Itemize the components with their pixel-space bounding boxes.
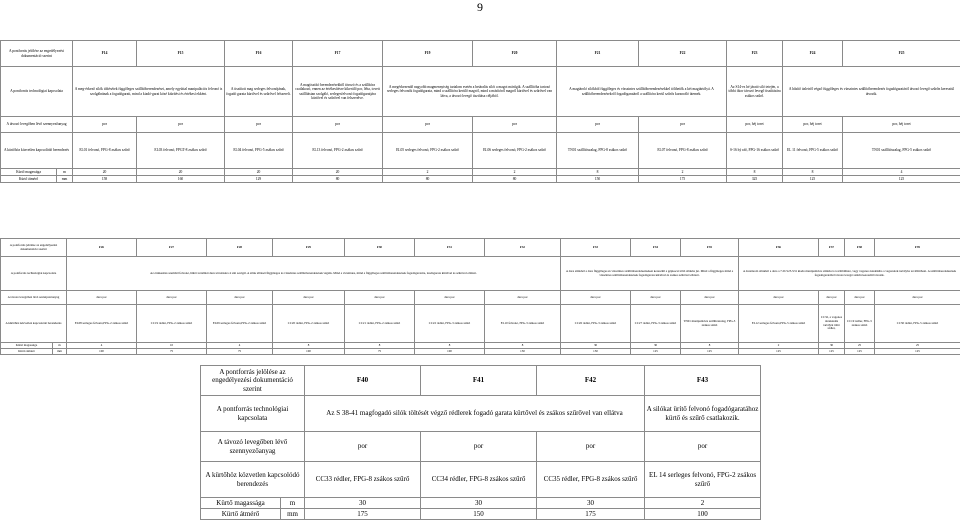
row-label-equipment: A kürtőhöz közvetlen kapcsolódó berendezés: [1, 133, 73, 169]
source-id: F30: [345, 239, 415, 257]
source-id: F19: [383, 41, 473, 67]
pollutant: por: [383, 117, 473, 133]
height-value: 30: [561, 343, 631, 349]
diameter-value: 150: [557, 176, 639, 183]
equipment: EL01 felvonó, FPG-8 zsákos szűrő: [73, 133, 137, 169]
height-value: 8: [727, 169, 783, 176]
source-id: F35: [681, 239, 739, 257]
equipment: TN01 manipulációs szállítószalag, FPG-5 zsákos szűrő: [681, 305, 739, 343]
pollutant: por: [293, 117, 383, 133]
source-id: F20: [473, 41, 557, 67]
row-diameter: [201, 509, 761, 520]
diameter-value: 100: [273, 349, 345, 355]
equipment: CC32, a vagonos darakiadás tartályát töltő rédler,: [819, 305, 845, 343]
height-value: 4: [67, 343, 137, 349]
row-pollutant: [1, 117, 960, 133]
diameter-value: 125: [739, 349, 819, 355]
row-label-height: Kürtő magassága: [1, 169, 57, 176]
height-value: 8: [557, 169, 639, 176]
tech-description: A dara silókból a dara függőleges és vízszintes szállítóberendezéseken keresztül a gépkocsi töltő silókba jut. Mind a függőleges mind a vízszintes szállítóberendezések fogadógarata kürtővel és zsákos szűrővel ellátott.: [561, 257, 739, 291]
diameter-value: 150: [421, 509, 537, 520]
equipment: CC19 rédler, FPG-5 zsákos szűrő: [845, 305, 875, 343]
source-id: F26: [67, 239, 137, 257]
diameter-value: 125: [819, 349, 845, 355]
height-value: 25: [875, 343, 960, 349]
unit: mm: [53, 349, 67, 355]
pollutant: por: [557, 117, 639, 133]
row-label-source: A pontforrás jelölése az engedélyezési dokumentáció szerint: [1, 41, 73, 67]
equipment: CC35 rédler, FPG-8 zsákos szűrő: [537, 462, 645, 498]
row-height: [201, 498, 761, 509]
pollutant: dara por: [561, 291, 631, 305]
diameter-value: 125: [845, 349, 875, 355]
row-label-equipment: A kürtőhöz közvetlen kapcsolódó berendezés: [201, 462, 305, 498]
row-pollutant: [1, 291, 960, 305]
height-value: 30: [819, 343, 845, 349]
height-value: 2: [639, 169, 727, 176]
pollutant: por, héj toret: [783, 117, 843, 133]
height-value: 8: [273, 343, 345, 349]
pollutant: por: [305, 432, 421, 462]
equipment: CC21 rédler, FPG-2 zsákos szűrő: [345, 305, 415, 343]
row-equipment: [201, 462, 761, 498]
unit: m: [281, 498, 305, 509]
height-value: 20: [137, 169, 225, 176]
source-id: F28: [207, 239, 273, 257]
source-id: F39: [875, 239, 960, 257]
equipment: TN01 szállítószalag, FPG-8 zsákos szűrő: [557, 133, 639, 169]
row-label-source: A pontforrás jelölése az engedélyezési dokumentáció szerint: [1, 239, 67, 257]
equipment: CC26 rédler, FPG-3 zsákos szűrő: [561, 305, 631, 343]
row-label-source: A pontforrás jelölése az engedélyezési dokumentáció szerint: [201, 366, 305, 396]
height-value: 30: [305, 498, 421, 509]
equipment: EL07 felvonó, FPG-8 zsákos szűrő: [639, 133, 727, 169]
pollutant: dara por: [207, 291, 273, 305]
diameter-value: 150: [561, 349, 631, 355]
pollutant: dara por: [845, 291, 875, 305]
diameter-value: 80: [293, 176, 383, 183]
equipment: EL 11 felvonó, FPG-5 zsákos szűrő: [783, 133, 843, 169]
pollutant: dara por: [875, 291, 960, 305]
unit: mm: [281, 509, 305, 520]
diameter-value: 325: [727, 176, 783, 183]
pollutant: dara por: [739, 291, 819, 305]
tech-description: A megérkezendő nagyobb magmennyiség tartalom esetén a betáralás silót a magot mártígik. A szállítóba tartozó serleges felvonók fogadógarata, mind a szállítóra kerülő magról, mind a másítóról magról kürtővel és szűrővel van látva, a távozó levegő tisztítása céljából.: [383, 67, 557, 117]
source-id: F15: [137, 41, 225, 67]
tech-description: A meg-érkező silók töltésétek függőleges szállítóberendezései, amely egyúttal manipulációs felvonó is szolgálnának a fogadógarati, mind a kiadó-garat közé kiürítési és értékesí ekként.: [73, 67, 225, 117]
source-id: F27: [137, 239, 207, 257]
diameter-value: 175: [537, 509, 645, 520]
pollutant: por, héj toret: [843, 117, 960, 133]
source-id: F23: [727, 41, 783, 67]
height-value: 2: [473, 169, 557, 176]
source-id: F16: [225, 41, 293, 67]
row-height: [1, 169, 960, 176]
diameter-value: 158: [73, 176, 137, 183]
height-value: 8: [415, 343, 485, 349]
row-technology: [1, 257, 960, 291]
equipment: CC30 rédler, FPG-5 zsákos szűrő: [875, 305, 960, 343]
height-value: 2: [739, 343, 819, 349]
source-id: F40: [305, 366, 421, 396]
height-value: 20: [293, 169, 383, 176]
height-value: 30: [631, 343, 681, 349]
height-value: 4: [843, 169, 960, 176]
diameter-value: 129: [225, 176, 293, 183]
source-id: F31: [415, 239, 485, 257]
diameter-value: 75: [345, 349, 415, 355]
pollutant: por: [639, 117, 727, 133]
row-label-tech: A pontforrás technológiai kapcsolata: [201, 396, 305, 432]
row-source-ids: [201, 366, 761, 396]
source-id: F32: [485, 239, 561, 257]
tech-description: Az S14-es hé járató siló tetején, a többi ökor távozó levegő tisztítására zsákos szűrő.: [727, 67, 783, 117]
equipment: CC27 rédler, FPG-3 zsákos szűrő: [631, 305, 681, 343]
pollutant: por: [225, 117, 293, 133]
source-id: F22: [639, 41, 727, 67]
row-diameter: [1, 176, 960, 183]
diameter-value: 100: [67, 349, 137, 355]
diameter-value: 125: [783, 176, 843, 183]
equipment: CC22 rédler, FPG-3 zsákos szűrő: [415, 305, 485, 343]
source-id: F29: [273, 239, 345, 257]
height-value: 8: [681, 343, 739, 349]
row-diameter: [1, 349, 960, 355]
equipment: EL09 serleges felvonó,FPG-2 zsákos szűrő: [207, 305, 273, 343]
pollutant: dara por: [67, 291, 137, 305]
tech-description: A hűsítő üzletről végző függőleges és vízszintes szállítóberendezés fogadógaratáról távozó levegő szűrőn keresztül távozik.: [783, 67, 960, 117]
unit: m: [53, 343, 67, 349]
pollutant: dara por: [137, 291, 207, 305]
row-pollutant: [201, 432, 761, 462]
pollutant: dara por: [273, 291, 345, 305]
diameter-value: 75: [207, 349, 273, 355]
emission-table-3: [200, 365, 761, 520]
equipment: EL10 felvonó, FPG-3 zsákos szűrő: [485, 305, 561, 343]
pollutant: por: [421, 432, 537, 462]
equipment: CC19 rédler, FPG-2 zsákos szűrő: [137, 305, 207, 343]
equipment: EL13 felvonó, FPG-2 zsákos szűrő: [293, 133, 383, 169]
source-id: F25: [843, 41, 960, 67]
pollutant: dara por: [485, 291, 561, 305]
tech-description: A silókat ürítő felvonó fogadógaratához kürtő és szűrő csatlakozik.: [645, 396, 761, 432]
source-id: F41: [421, 366, 537, 396]
emission-table-1: [0, 40, 960, 183]
diameter-value: 100: [415, 349, 485, 355]
diameter-value: 100: [645, 509, 761, 520]
source-id: F37: [819, 239, 845, 257]
tech-description: A magtisztító berendezésekből távozó és a szállítóra csatlakozó, ennen az értékesítésre kikerülő por, léha, tovett szállítástan szolgáló, serlegesfelvonó fogadógaratjára kürtővel és szűrővel van felszerelve.: [293, 67, 383, 117]
height-value: 2: [645, 498, 761, 509]
pollutant: dara por: [819, 291, 845, 305]
equipment: EL 14 serleges felvonó, FPG-2 zsákos szűrő: [645, 462, 761, 498]
unit: m: [57, 169, 73, 176]
row-label-height: Kürtő magassága: [1, 343, 53, 349]
pollutant: por: [537, 432, 645, 462]
equipment: CC20 rédler, FPG-2 zsákos szűrő: [273, 305, 345, 343]
source-id: F38: [845, 239, 875, 257]
row-label-tech: A pontforrás technológiai kapcsolata: [1, 67, 73, 117]
equipment: CC34 rédler, FPG-8 zsákos szűrő: [421, 462, 537, 498]
pollutant: por: [137, 117, 225, 133]
row-source-ids: [1, 41, 960, 67]
equipment: EL04 felvonó, FPG-5 zsákos szűrő: [225, 133, 293, 169]
row-label-pollutant: A távozó levegőben lévő szennyezőanyag: [201, 432, 305, 462]
height-value: 8: [783, 169, 843, 176]
row-label-tech: A pontforrás technológiai kapcsolata: [1, 257, 67, 291]
diameter-value: 75: [137, 349, 207, 355]
source-id: F43: [645, 366, 761, 396]
pollutant: por: [73, 117, 137, 133]
equipment: CC33 rédler, FPG-8 zsákos szűrő: [305, 462, 421, 498]
source-id: F42: [537, 366, 645, 396]
diameter-value: 125: [875, 349, 960, 355]
source-id: F34: [631, 239, 681, 257]
diameter-value: 175: [639, 176, 727, 183]
pollutant: por: [645, 432, 761, 462]
diameter-value: 125: [631, 349, 681, 355]
pollutant: dara por: [345, 291, 415, 305]
diameter-value: 80: [383, 176, 473, 183]
source-id: F21: [557, 41, 639, 67]
source-id: F36: [739, 239, 819, 257]
diameter-value: 175: [305, 509, 421, 520]
tech-description: A daratároló silókból a dara a 7 db S25-S31 kiadó manipulációs silókba is továbbítható, vagy vagonos kiadókiba a vagonolók tartályba továbbítható. A szállítóberendezések fogadógaratából távozó levegő szűrőn keresztül távozik.: [739, 257, 960, 291]
unit: mm: [57, 176, 73, 183]
diameter-value: 125: [843, 176, 960, 183]
row-label-diameter: Kürtő átmérő: [201, 509, 281, 520]
emission-table-2: [0, 238, 960, 355]
equipment: TN01 szállítószalag, FPG-5 zsákos szűrő: [843, 133, 960, 169]
height-value: 2: [383, 169, 473, 176]
height-value: 4: [207, 343, 273, 349]
row-label-diameter: Kürtő átmérő: [1, 176, 57, 183]
height-value: 8: [485, 343, 561, 349]
equipment: EL05 serleges felvonó, FPG-2 zsákos szűrő: [383, 133, 473, 169]
pollutant: por: [473, 117, 557, 133]
row-source-ids: [1, 239, 960, 257]
equipment: EL06 serleges felvonó, FPG-2 zsákos szűrő: [473, 133, 557, 169]
row-technology: [201, 396, 761, 432]
tech-description: Az értékesítés szemből felvonó, hűtőt tartalmát daru térrolására 4 siló szolgál. A silók töltését függőleges és vízszintes szállítóberendezések végzik. Mind a vízszintes, mind a függőleges szállítóberendezések fogadógaratára, leadógarata kürtővel és szűrővel ellátott.: [67, 257, 561, 291]
height-value: 20: [73, 169, 137, 176]
equipment: EL08 serleges felvonó,FPG-2 zsákos szűrő: [67, 305, 137, 343]
equipment: EL03 felvonó, FPGT-8 zsákos szűrő: [137, 133, 225, 169]
height-value: 8: [345, 343, 415, 349]
row-label-diameter: Kürtő átmérő: [1, 349, 53, 355]
equipment: EL12 serleges felvonó,FPG-5 zsákos szűrő: [739, 305, 819, 343]
diameter-value: 80: [473, 176, 557, 183]
diameter-value: 150: [485, 349, 561, 355]
tech-description: Az S 38-41 magfogadó silók töltését végző rédlerek fogadó garata kürtővel és zsákos szűrővel van ellátva: [305, 396, 645, 432]
diameter-value: 125: [681, 349, 739, 355]
equipment: S-16 hý ráő, FPG-16 zsákos szűrő: [727, 133, 783, 169]
height-value: 20: [225, 169, 293, 176]
pollutant: por, héj toret: [727, 117, 783, 133]
source-id: F17: [293, 41, 383, 67]
row-equipment: [1, 305, 960, 343]
height-value: 30: [537, 498, 645, 509]
height-value: 25: [845, 343, 875, 349]
height-value: 30: [421, 498, 537, 509]
page-number: 9: [477, 0, 483, 14]
row-label-pollutant: A távozó levegőben lévő szennyezőanyag: [1, 291, 67, 305]
row-label-equipment: A kürtőhöz közvetlen kapcsolódó berendezés: [1, 305, 67, 343]
tech-description: A tisztított mag serleges felvonójának, fogadó garata kürtővel és szűrővel felszerelt.: [225, 67, 293, 117]
tech-description: A magtároló silókból függőleges és vízszintes szállítóberendezésekkel tölthetők a két magtártólyá. A szállítóberendezésekről fogadógaratáról a szállítóra kerül szűrős kurzoráló ütemek.: [557, 67, 727, 117]
height-value: 10: [137, 343, 207, 349]
diameter-value: 160: [137, 176, 225, 183]
row-technology: [1, 67, 960, 117]
row-label-pollutant: A távozó levegőben lévő szennyezőanyag: [1, 117, 73, 133]
row-label-height: Kürtő magassága: [201, 498, 281, 509]
pollutant: dara por: [415, 291, 485, 305]
source-id: F24: [783, 41, 843, 67]
row-equipment: [1, 133, 960, 169]
pollutant: dara por: [681, 291, 739, 305]
source-id: F33: [561, 239, 631, 257]
pollutant: dara por: [631, 291, 681, 305]
source-id: F14: [73, 41, 137, 67]
